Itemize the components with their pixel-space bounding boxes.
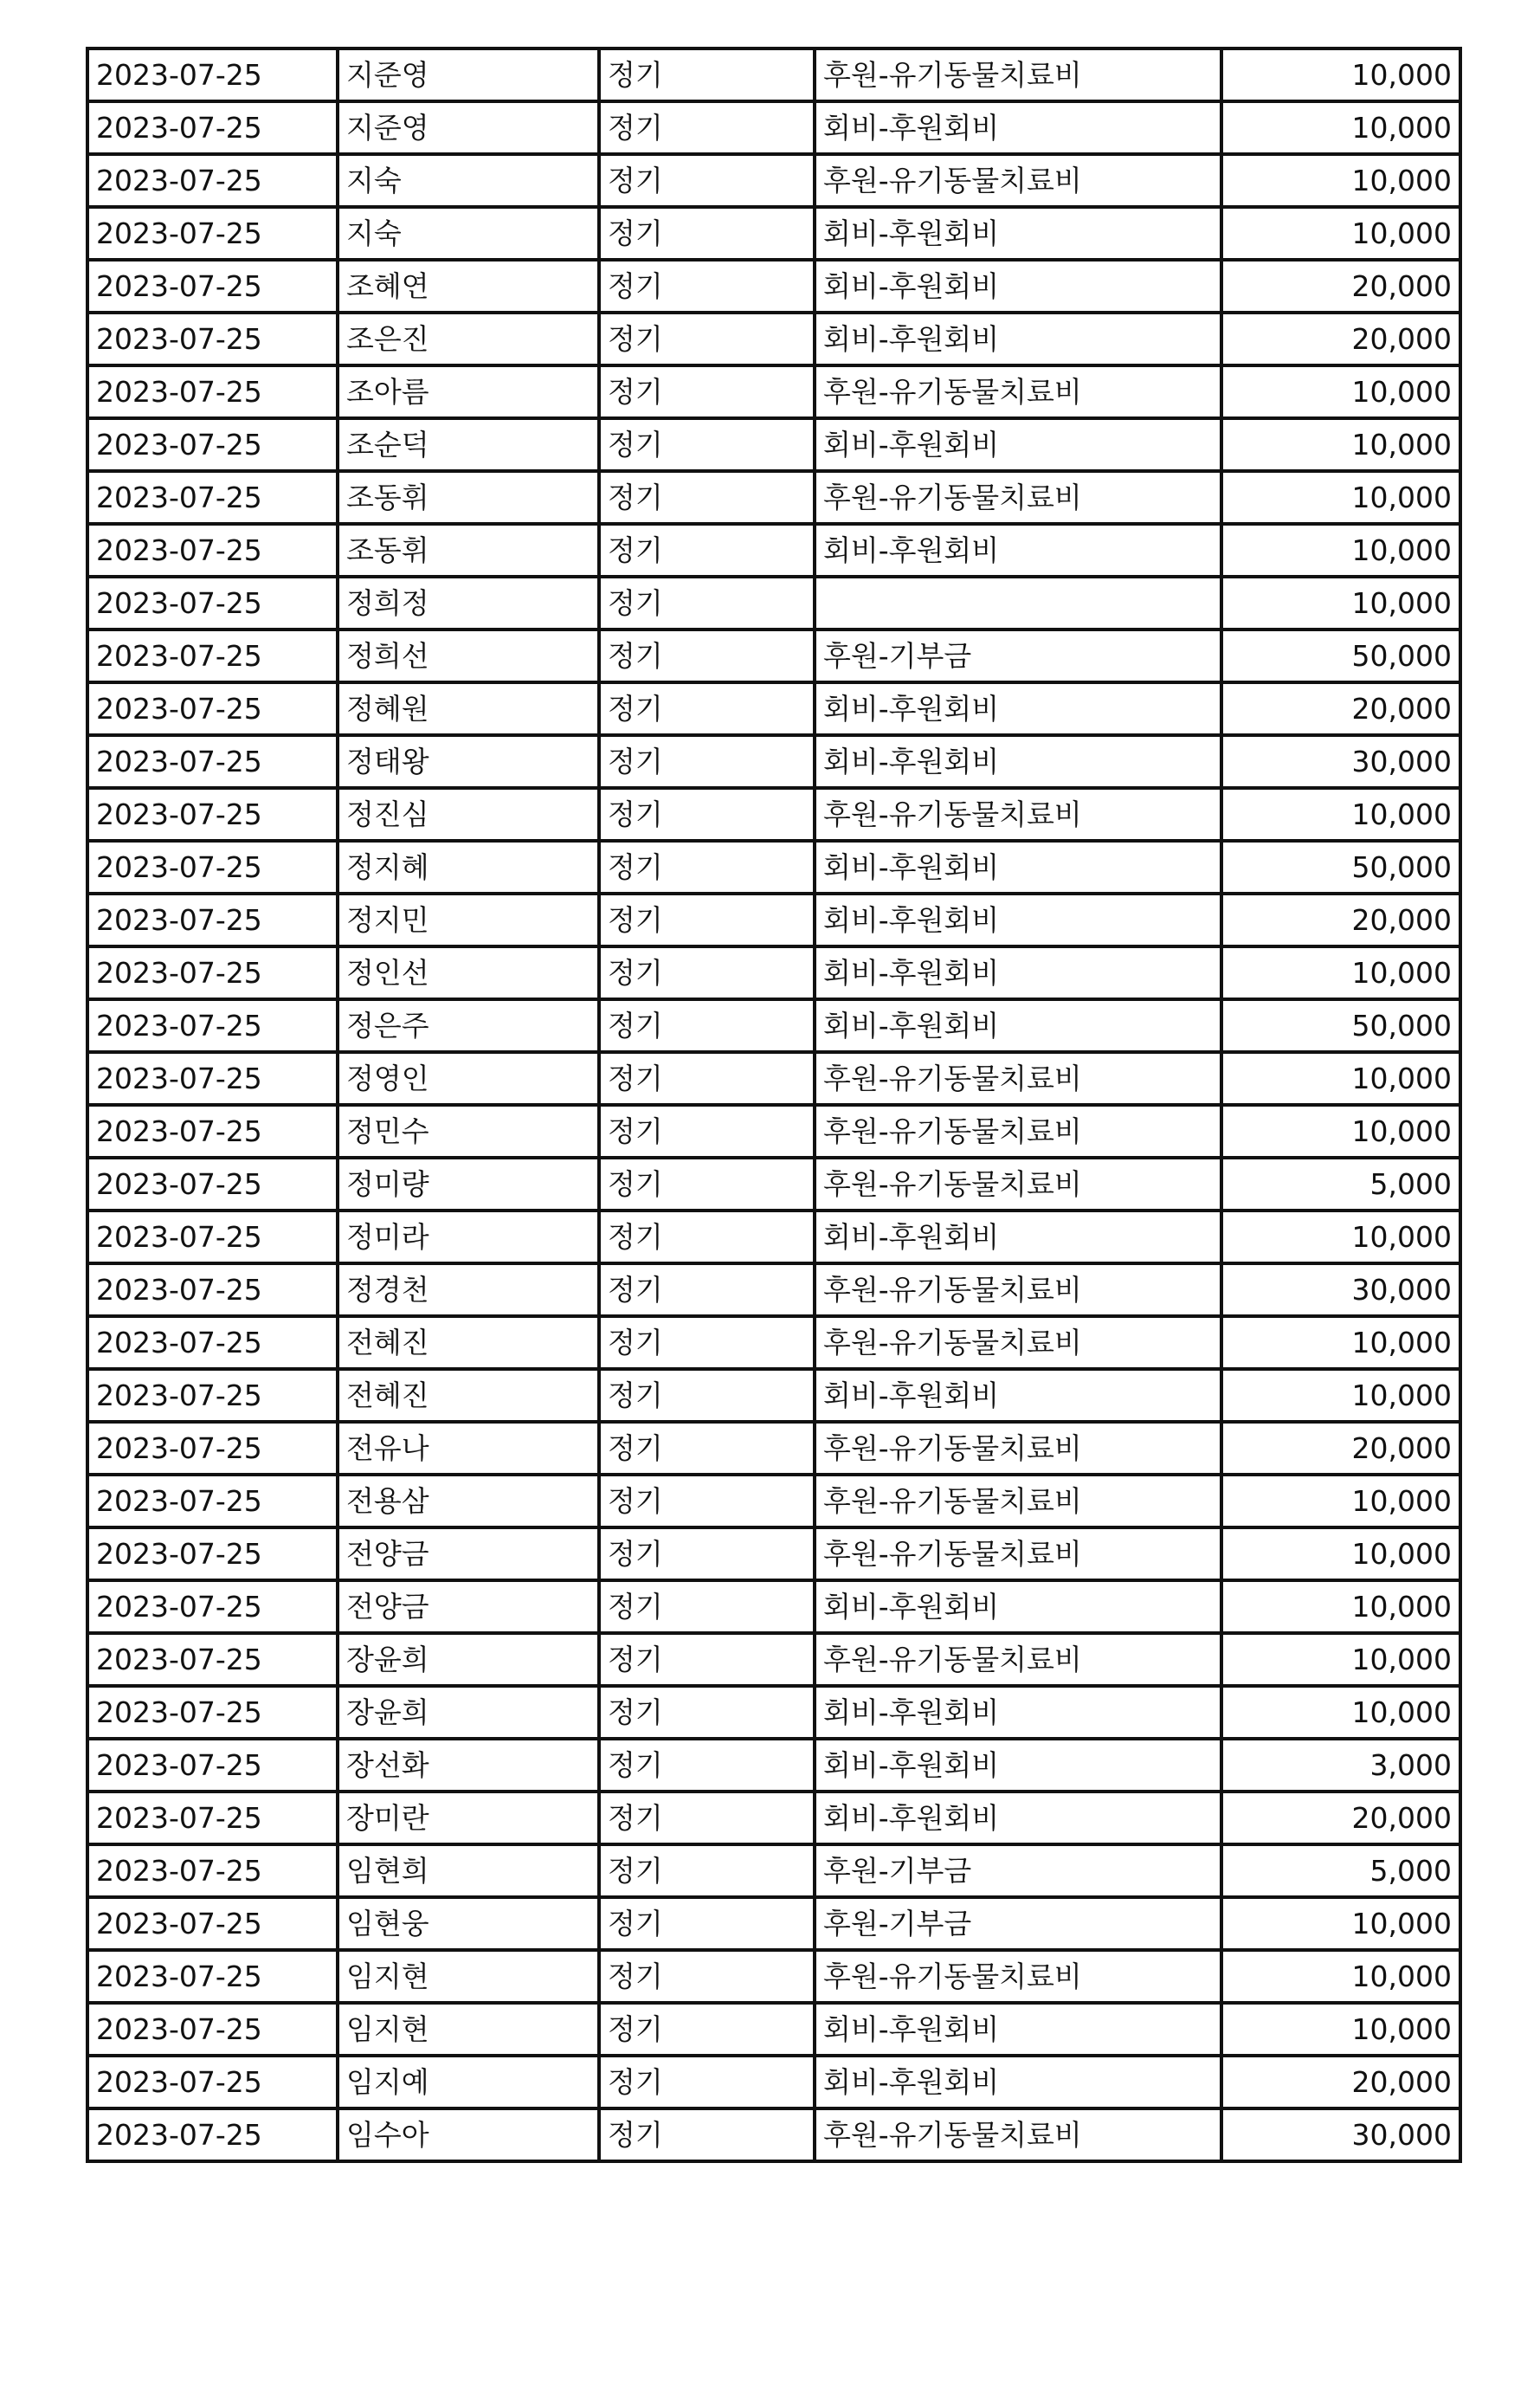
date-cell: 2023-07-25	[87, 630, 338, 682]
table-row	[87, 260, 1460, 313]
amount-cell: 20,000	[1221, 1422, 1460, 1475]
payment-type-cell: 정기	[599, 1211, 815, 1263]
payment-type-cell: 정기	[599, 894, 815, 946]
date-cell: 2023-07-25	[87, 841, 338, 894]
payment-type-cell: 정기	[599, 1052, 815, 1105]
payment-type-cell: 정기	[599, 1792, 815, 1844]
donor-name-cell: 장선화	[338, 1739, 599, 1792]
table-row	[87, 1633, 1460, 1686]
table-row	[87, 1792, 1460, 1844]
category-cell: 회비-후원회비	[815, 207, 1221, 260]
category-cell: 회비-후원회비	[815, 2056, 1221, 2108]
category-cell: 회비-후원회비	[815, 260, 1221, 313]
date-cell: 2023-07-25	[87, 418, 338, 471]
table-row	[87, 630, 1460, 682]
donor-name-cell: 지숙	[338, 207, 599, 260]
donor-name-cell: 조동휘	[338, 471, 599, 524]
payment-type-cell: 정기	[599, 1844, 815, 1897]
date-cell: 2023-07-25	[87, 1897, 338, 1950]
table-row	[87, 1686, 1460, 1739]
date-cell: 2023-07-25	[87, 1369, 338, 1422]
table-row	[87, 471, 1460, 524]
date-cell: 2023-07-25	[87, 154, 338, 207]
table-row	[87, 1211, 1460, 1263]
amount-cell: 10,000	[1221, 1950, 1460, 2003]
amount-cell: 10,000	[1221, 1475, 1460, 1527]
payment-type-cell: 정기	[599, 788, 815, 841]
date-cell: 2023-07-25	[87, 1263, 338, 1316]
category-cell: 후원-유기동물치료비	[815, 1633, 1221, 1686]
table-row	[87, 577, 1460, 630]
date-cell: 2023-07-25	[87, 1475, 338, 1527]
amount-cell: 20,000	[1221, 894, 1460, 946]
donor-name-cell: 임현희	[338, 1844, 599, 1897]
category-cell: 회비-후원회비	[815, 682, 1221, 735]
payment-type-cell: 정기	[599, 524, 815, 577]
donor-name-cell: 정혜원	[338, 682, 599, 735]
donor-name-cell: 정지민	[338, 894, 599, 946]
category-cell: 후원-유기동물치료비	[815, 2108, 1221, 2161]
amount-cell: 20,000	[1221, 2056, 1460, 2108]
date-cell: 2023-07-25	[87, 471, 338, 524]
payment-type-cell: 정기	[599, 735, 815, 788]
category-cell: 회비-후원회비	[815, 735, 1221, 788]
donor-name-cell: 정인선	[338, 946, 599, 999]
table-row	[87, 1739, 1460, 1792]
date-cell: 2023-07-25	[87, 1316, 338, 1369]
category-cell: 후원-유기동물치료비	[815, 48, 1221, 101]
amount-cell: 10,000	[1221, 1897, 1460, 1950]
amount-cell: 10,000	[1221, 1105, 1460, 1158]
donor-name-cell: 전유나	[338, 1422, 599, 1475]
donor-name-cell: 전양금	[338, 1527, 599, 1580]
category-cell: 후원-유기동물치료비	[815, 1316, 1221, 1369]
amount-cell: 20,000	[1221, 1792, 1460, 1844]
date-cell: 2023-07-25	[87, 48, 338, 101]
payment-type-cell: 정기	[599, 1263, 815, 1316]
category-cell: 후원-유기동물치료비	[815, 471, 1221, 524]
table-row	[87, 999, 1460, 1052]
payment-type-cell: 정기	[599, 2056, 815, 2108]
amount-cell: 50,000	[1221, 999, 1460, 1052]
category-cell: 회비-후원회비	[815, 1739, 1221, 1792]
amount-cell: 10,000	[1221, 577, 1460, 630]
category-cell: 회비-후원회비	[815, 894, 1221, 946]
donor-name-cell: 전혜진	[338, 1369, 599, 1422]
category-cell: 회비-후원회비	[815, 841, 1221, 894]
table-row	[87, 682, 1460, 735]
payment-type-cell: 정기	[599, 48, 815, 101]
category-cell: 회비-후원회비	[815, 101, 1221, 154]
amount-cell: 30,000	[1221, 735, 1460, 788]
category-cell: 회비-후원회비	[815, 1211, 1221, 1263]
table-row	[87, 313, 1460, 365]
amount-cell: 10,000	[1221, 2003, 1460, 2056]
donor-name-cell: 지숙	[338, 154, 599, 207]
donor-name-cell: 정미라	[338, 1211, 599, 1263]
payment-type-cell: 정기	[599, 1580, 815, 1633]
date-cell: 2023-07-25	[87, 894, 338, 946]
amount-cell: 10,000	[1221, 1369, 1460, 1422]
payment-type-cell: 정기	[599, 946, 815, 999]
donor-name-cell: 장윤희	[338, 1686, 599, 1739]
table-row	[87, 524, 1460, 577]
donor-name-cell: 장윤희	[338, 1633, 599, 1686]
payment-type-cell: 정기	[599, 1105, 815, 1158]
amount-cell: 50,000	[1221, 841, 1460, 894]
amount-cell: 10,000	[1221, 154, 1460, 207]
category-cell: 회비-후원회비	[815, 1686, 1221, 1739]
category-cell: 후원-유기동물치료비	[815, 154, 1221, 207]
date-cell: 2023-07-25	[87, 1105, 338, 1158]
date-cell: 2023-07-25	[87, 524, 338, 577]
date-cell: 2023-07-25	[87, 2003, 338, 2056]
category-cell: 후원-유기동물치료비	[815, 1475, 1221, 1527]
date-cell: 2023-07-25	[87, 1739, 338, 1792]
amount-cell: 10,000	[1221, 101, 1460, 154]
payment-type-cell: 정기	[599, 2003, 815, 2056]
category-cell	[815, 577, 1221, 630]
payment-type-cell: 정기	[599, 207, 815, 260]
category-cell: 후원-유기동물치료비	[815, 1422, 1221, 1475]
donor-name-cell: 조혜연	[338, 260, 599, 313]
category-cell: 회비-후원회비	[815, 418, 1221, 471]
table-row	[87, 2108, 1460, 2161]
donor-name-cell: 정미량	[338, 1158, 599, 1211]
date-cell: 2023-07-25	[87, 2056, 338, 2108]
date-cell: 2023-07-25	[87, 207, 338, 260]
category-cell: 후원-기부금	[815, 1844, 1221, 1897]
table-row	[87, 1105, 1460, 1158]
date-cell: 2023-07-25	[87, 2108, 338, 2161]
table-row	[87, 946, 1460, 999]
table-row	[87, 365, 1460, 418]
amount-cell: 50,000	[1221, 630, 1460, 682]
amount-cell: 10,000	[1221, 1633, 1460, 1686]
payment-type-cell: 정기	[599, 101, 815, 154]
table-row	[87, 1475, 1460, 1527]
table-row	[87, 2056, 1460, 2108]
category-cell: 후원-유기동물치료비	[815, 1263, 1221, 1316]
payment-type-cell: 정기	[599, 999, 815, 1052]
category-cell: 후원-유기동물치료비	[815, 1052, 1221, 1105]
donor-name-cell: 장미란	[338, 1792, 599, 1844]
table-row	[87, 1580, 1460, 1633]
amount-cell: 5,000	[1221, 1844, 1460, 1897]
payment-type-cell: 정기	[599, 1686, 815, 1739]
amount-cell: 10,000	[1221, 1527, 1460, 1580]
table-row	[87, 1263, 1460, 1316]
amount-cell: 10,000	[1221, 365, 1460, 418]
donor-name-cell: 조순덕	[338, 418, 599, 471]
donor-name-cell: 임지현	[338, 2003, 599, 2056]
table-row	[87, 735, 1460, 788]
table-row	[87, 1052, 1460, 1105]
table-row	[87, 1527, 1460, 1580]
donor-name-cell: 전양금	[338, 1580, 599, 1633]
donor-name-cell: 임현웅	[338, 1897, 599, 1950]
table-row	[87, 1422, 1460, 1475]
amount-cell: 20,000	[1221, 260, 1460, 313]
table-row	[87, 1897, 1460, 1950]
date-cell: 2023-07-25	[87, 1527, 338, 1580]
payment-type-cell: 정기	[599, 1739, 815, 1792]
category-cell: 후원-유기동물치료비	[815, 1527, 1221, 1580]
payment-type-cell: 정기	[599, 418, 815, 471]
amount-cell: 3,000	[1221, 1739, 1460, 1792]
table-row	[87, 154, 1460, 207]
category-cell: 후원-유기동물치료비	[815, 1950, 1221, 2003]
category-cell: 회비-후원회비	[815, 999, 1221, 1052]
category-cell: 후원-기부금	[815, 1897, 1221, 1950]
donor-name-cell: 정영인	[338, 1052, 599, 1105]
category-cell: 후원-유기동물치료비	[815, 365, 1221, 418]
date-cell: 2023-07-25	[87, 999, 338, 1052]
ledger-body	[87, 48, 1460, 2161]
amount-cell: 30,000	[1221, 2108, 1460, 2161]
payment-type-cell: 정기	[599, 1475, 815, 1527]
payment-type-cell: 정기	[599, 630, 815, 682]
amount-cell: 5,000	[1221, 1158, 1460, 1211]
amount-cell: 10,000	[1221, 1052, 1460, 1105]
donor-name-cell: 조아름	[338, 365, 599, 418]
donor-name-cell: 정경천	[338, 1263, 599, 1316]
date-cell: 2023-07-25	[87, 1950, 338, 2003]
date-cell: 2023-07-25	[87, 735, 338, 788]
donor-name-cell: 전혜진	[338, 1316, 599, 1369]
amount-cell: 10,000	[1221, 1580, 1460, 1633]
payment-type-cell: 정기	[599, 1422, 815, 1475]
table-row	[87, 207, 1460, 260]
amount-cell: 10,000	[1221, 788, 1460, 841]
date-cell: 2023-07-25	[87, 788, 338, 841]
table-row	[87, 1844, 1460, 1897]
payment-type-cell: 정기	[599, 1527, 815, 1580]
donor-name-cell: 조동휘	[338, 524, 599, 577]
table-row	[87, 1158, 1460, 1211]
amount-cell: 10,000	[1221, 1316, 1460, 1369]
payment-type-cell: 정기	[599, 1316, 815, 1369]
amount-cell: 10,000	[1221, 524, 1460, 577]
date-cell: 2023-07-25	[87, 1792, 338, 1844]
payment-type-cell: 정기	[599, 260, 815, 313]
table-row	[87, 2003, 1460, 2056]
table-row	[87, 1316, 1460, 1369]
amount-cell: 10,000	[1221, 1211, 1460, 1263]
amount-cell: 10,000	[1221, 207, 1460, 260]
amount-cell: 20,000	[1221, 682, 1460, 735]
date-cell: 2023-07-25	[87, 1580, 338, 1633]
date-cell: 2023-07-25	[87, 1422, 338, 1475]
date-cell: 2023-07-25	[87, 1052, 338, 1105]
donor-name-cell: 정진심	[338, 788, 599, 841]
date-cell: 2023-07-25	[87, 577, 338, 630]
payment-type-cell: 정기	[599, 2108, 815, 2161]
date-cell: 2023-07-25	[87, 682, 338, 735]
category-cell: 회비-후원회비	[815, 524, 1221, 577]
amount-cell: 10,000	[1221, 418, 1460, 471]
category-cell: 후원-기부금	[815, 630, 1221, 682]
donor-name-cell: 임수아	[338, 2108, 599, 2161]
donor-name-cell: 정민수	[338, 1105, 599, 1158]
donor-name-cell: 임지예	[338, 2056, 599, 2108]
date-cell: 2023-07-25	[87, 1844, 338, 1897]
payment-type-cell: 정기	[599, 471, 815, 524]
payment-type-cell: 정기	[599, 841, 815, 894]
category-cell: 회비-후원회비	[815, 1580, 1221, 1633]
donor-name-cell: 임지현	[338, 1950, 599, 2003]
amount-cell: 30,000	[1221, 1263, 1460, 1316]
amount-cell: 10,000	[1221, 471, 1460, 524]
table-row	[87, 788, 1460, 841]
date-cell: 2023-07-25	[87, 1158, 338, 1211]
table-row	[87, 418, 1460, 471]
payment-type-cell: 정기	[599, 1633, 815, 1686]
donor-name-cell: 조은진	[338, 313, 599, 365]
category-cell: 후원-유기동물치료비	[815, 1105, 1221, 1158]
donor-name-cell: 정지혜	[338, 841, 599, 894]
amount-cell: 10,000	[1221, 48, 1460, 101]
category-cell: 회비-후원회비	[815, 1792, 1221, 1844]
payment-type-cell: 정기	[599, 313, 815, 365]
date-cell: 2023-07-25	[87, 313, 338, 365]
donor-name-cell: 전용삼	[338, 1475, 599, 1527]
table-row	[87, 1369, 1460, 1422]
donor-name-cell: 지준영	[338, 101, 599, 154]
table-row	[87, 1950, 1460, 2003]
payment-type-cell: 정기	[599, 1369, 815, 1422]
donation-ledger-table	[86, 47, 1462, 2163]
amount-cell: 10,000	[1221, 946, 1460, 999]
date-cell: 2023-07-25	[87, 365, 338, 418]
table-row	[87, 894, 1460, 946]
date-cell: 2023-07-25	[87, 1211, 338, 1263]
donor-name-cell: 정태왕	[338, 735, 599, 788]
date-cell: 2023-07-25	[87, 101, 338, 154]
amount-cell: 10,000	[1221, 1686, 1460, 1739]
date-cell: 2023-07-25	[87, 946, 338, 999]
donor-name-cell: 정희선	[338, 630, 599, 682]
date-cell: 2023-07-25	[87, 1633, 338, 1686]
category-cell: 회비-후원회비	[815, 313, 1221, 365]
payment-type-cell: 정기	[599, 1897, 815, 1950]
payment-type-cell: 정기	[599, 365, 815, 418]
category-cell: 회비-후원회비	[815, 2003, 1221, 2056]
category-cell: 후원-유기동물치료비	[815, 788, 1221, 841]
donor-name-cell: 정은주	[338, 999, 599, 1052]
table-row	[87, 48, 1460, 101]
table-row	[87, 841, 1460, 894]
payment-type-cell: 정기	[599, 682, 815, 735]
date-cell: 2023-07-25	[87, 1686, 338, 1739]
date-cell: 2023-07-25	[87, 260, 338, 313]
donor-name-cell: 지준영	[338, 48, 599, 101]
amount-cell: 20,000	[1221, 313, 1460, 365]
category-cell: 후원-유기동물치료비	[815, 1158, 1221, 1211]
donor-name-cell: 정희정	[338, 577, 599, 630]
payment-type-cell: 정기	[599, 577, 815, 630]
payment-type-cell: 정기	[599, 154, 815, 207]
category-cell: 회비-후원회비	[815, 946, 1221, 999]
table-row	[87, 101, 1460, 154]
payment-type-cell: 정기	[599, 1158, 815, 1211]
payment-type-cell: 정기	[599, 1950, 815, 2003]
category-cell: 회비-후원회비	[815, 1369, 1221, 1422]
